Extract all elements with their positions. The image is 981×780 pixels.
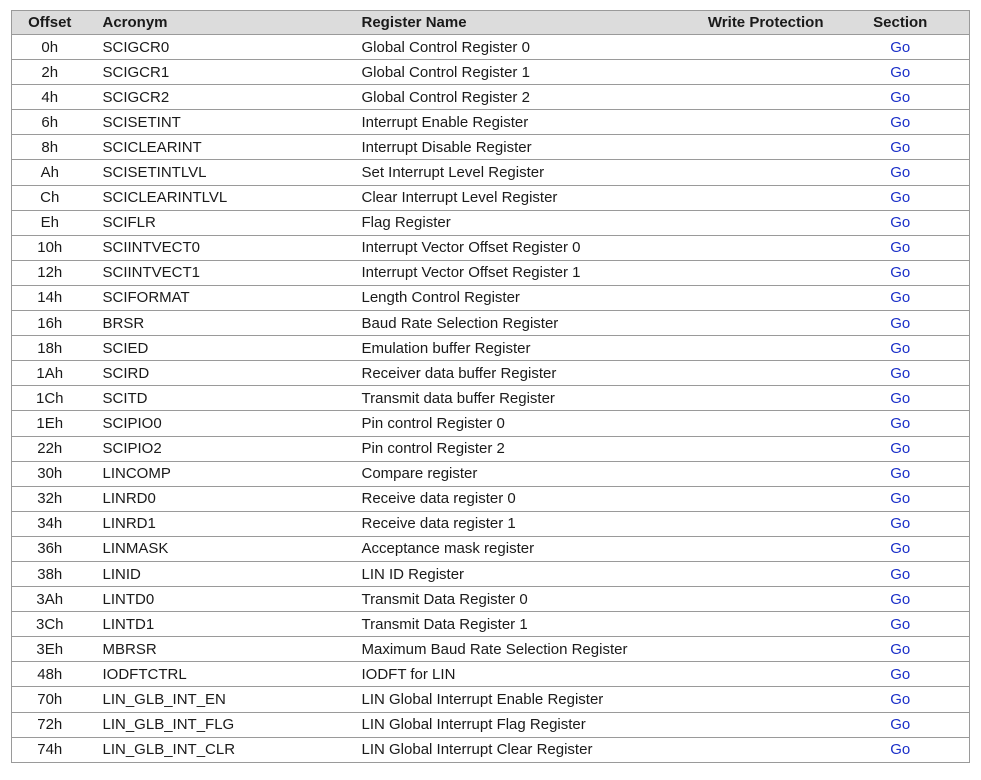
write-protection-cell: [682, 35, 832, 60]
register-name-cell: Transmit Data Register 1: [347, 612, 682, 637]
register-name-cell: Transmit data buffer Register: [347, 386, 682, 411]
section-cell: [832, 110, 970, 135]
section-go-link[interactable]: Go: [890, 389, 911, 407]
table-row: [12, 60, 970, 85]
register-name-cell: Compare register: [347, 461, 682, 486]
section-cell: [832, 60, 970, 85]
table-row: [12, 185, 970, 210]
acronym-cell: SCIGCR0: [88, 35, 347, 60]
table-row: [12, 35, 970, 60]
write-protection-cell: [682, 260, 832, 285]
register-name-cell: Clear Interrupt Level Register: [347, 185, 682, 210]
acronym-cell: LINMASK: [88, 536, 347, 561]
offset-cell: 3Ch: [12, 612, 88, 637]
section-go-link[interactable]: Go: [890, 440, 911, 458]
section-go-link[interactable]: Go: [890, 189, 911, 207]
section-go-link[interactable]: Go: [890, 164, 911, 182]
register-name-cell: LIN Global Interrupt Flag Register: [347, 712, 682, 737]
offset-cell: 72h: [12, 712, 88, 737]
register-name-cell: Receive data register 0: [347, 486, 682, 511]
section-go-link[interactable]: Go: [890, 540, 911, 558]
section-go-link[interactable]: Go: [890, 314, 911, 332]
write-protection-cell: [682, 436, 832, 461]
acronym-cell: SCIPIO2: [88, 436, 347, 461]
offset-cell: 48h: [12, 662, 88, 687]
section-cell: [832, 260, 970, 285]
register-name-cell: Receive data register 1: [347, 511, 682, 536]
table-row: [12, 135, 970, 160]
register-map-table: [11, 10, 970, 763]
table-row: [12, 311, 970, 336]
acronym-cell: SCITD: [88, 386, 347, 411]
section-cell: [832, 235, 970, 260]
register-name-cell: IODFT for LIN: [347, 662, 682, 687]
write-protection-cell: [682, 285, 832, 310]
table-row: [12, 712, 970, 737]
section-go-link[interactable]: Go: [890, 289, 911, 307]
table-row: [12, 687, 970, 712]
register-name-cell: Interrupt Vector Offset Register 1: [347, 260, 682, 285]
offset-cell: 3Eh: [12, 637, 88, 662]
table-row: [12, 587, 970, 612]
write-protection-cell: [682, 561, 832, 586]
section-go-link[interactable]: Go: [890, 615, 911, 633]
section-go-link[interactable]: Go: [890, 264, 911, 282]
section-cell: [832, 461, 970, 486]
offset-cell: Ch: [12, 185, 88, 210]
register-name-cell: Global Control Register 0: [347, 35, 682, 60]
register-name-cell: Global Control Register 1: [347, 60, 682, 85]
acronym-cell: SCICLEARINTLVL: [88, 185, 347, 210]
table-row: [12, 461, 970, 486]
offset-cell: Ah: [12, 160, 88, 185]
offset-cell: 0h: [12, 35, 88, 60]
write-protection-cell: [682, 687, 832, 712]
acronym-cell: LINTD1: [88, 612, 347, 637]
write-protection-cell: [682, 311, 832, 336]
section-cell: [832, 637, 970, 662]
section-go-link[interactable]: Go: [890, 465, 911, 483]
register-name-cell: Pin control Register 2: [347, 436, 682, 461]
offset-cell: 22h: [12, 436, 88, 461]
section-go-link[interactable]: Go: [890, 88, 911, 106]
register-name-cell: LIN Global Interrupt Clear Register: [347, 737, 682, 762]
section-cell: [832, 486, 970, 511]
section-go-link[interactable]: Go: [890, 590, 911, 608]
offset-cell: 70h: [12, 687, 88, 712]
acronym-cell: SCICLEARINT: [88, 135, 347, 160]
write-protection-cell: [682, 60, 832, 85]
register-name-cell: Length Control Register: [347, 285, 682, 310]
section-go-link[interactable]: Go: [890, 490, 911, 508]
section-cell: [832, 35, 970, 60]
table-row: [12, 411, 970, 436]
section-cell: [832, 85, 970, 110]
write-protection-cell: [682, 110, 832, 135]
write-protection-cell: [682, 511, 832, 536]
header-row: [12, 11, 970, 35]
register-name-cell: Interrupt Vector Offset Register 0: [347, 235, 682, 260]
write-protection-cell: [682, 85, 832, 110]
register-name-cell: LIN Global Interrupt Enable Register: [347, 687, 682, 712]
table-header: [12, 11, 970, 35]
table-row: [12, 235, 970, 260]
section-go-link[interactable]: Go: [890, 63, 911, 81]
section-cell: [832, 612, 970, 637]
register-name-cell: Acceptance mask register: [347, 536, 682, 561]
offset-cell: 1Ah: [12, 361, 88, 386]
section-cell: [832, 411, 970, 436]
section-cell: [832, 285, 970, 310]
section-go-link[interactable]: Go: [890, 690, 911, 708]
section-cell: [832, 361, 970, 386]
table-row: [12, 260, 970, 285]
acronym-cell: LIN_GLB_INT_CLR: [88, 737, 347, 762]
register-name-cell: Global Control Register 2: [347, 85, 682, 110]
acronym-cell: SCIED: [88, 336, 347, 361]
header-register-name: Register Name: [347, 11, 682, 35]
offset-cell: 14h: [12, 285, 88, 310]
write-protection-cell: [682, 536, 832, 561]
section-cell: [832, 687, 970, 712]
write-protection-cell: [682, 712, 832, 737]
offset-cell: 16h: [12, 311, 88, 336]
offset-cell: 1Ch: [12, 386, 88, 411]
acronym-cell: SCISETINT: [88, 110, 347, 135]
acronym-cell: SCIFORMAT: [88, 285, 347, 310]
table-row: [12, 336, 970, 361]
acronym-cell: BRSR: [88, 311, 347, 336]
section-go-link[interactable]: Go: [890, 515, 911, 533]
section-cell: [832, 662, 970, 687]
write-protection-cell: [682, 210, 832, 235]
acronym-cell: LINCOMP: [88, 461, 347, 486]
section-go-link[interactable]: Go: [890, 640, 911, 658]
table-row: [12, 436, 970, 461]
write-protection-cell: [682, 135, 832, 160]
offset-cell: 2h: [12, 60, 88, 85]
section-go-link[interactable]: Go: [890, 339, 911, 357]
header-write-protection: Write Protection: [682, 11, 832, 35]
section-cell: [832, 160, 970, 185]
offset-cell: Eh: [12, 210, 88, 235]
offset-cell: 12h: [12, 260, 88, 285]
acronym-cell: LINID: [88, 561, 347, 586]
table-row: [12, 110, 970, 135]
table-row: [12, 511, 970, 536]
write-protection-cell: [682, 160, 832, 185]
acronym-cell: SCIGCR2: [88, 85, 347, 110]
header-offset: Offset: [12, 11, 88, 35]
offset-cell: 18h: [12, 336, 88, 361]
acronym-cell: SCIPIO0: [88, 411, 347, 436]
section-go-link[interactable]: Go: [890, 565, 911, 583]
register-name-cell: Baud Rate Selection Register: [347, 311, 682, 336]
section-go-link[interactable]: Go: [890, 364, 911, 382]
offset-cell: 38h: [12, 561, 88, 586]
write-protection-cell: [682, 662, 832, 687]
acronym-cell: LINRD0: [88, 486, 347, 511]
acronym-cell: SCIFLR: [88, 210, 347, 235]
write-protection-cell: [682, 587, 832, 612]
acronym-cell: SCIRD: [88, 361, 347, 386]
write-protection-cell: [682, 737, 832, 762]
section-cell: [832, 561, 970, 586]
table-row: [12, 285, 970, 310]
table-row: [12, 160, 970, 185]
section-cell: [832, 185, 970, 210]
table-row: [12, 561, 970, 586]
table-row: [12, 85, 970, 110]
write-protection-cell: [682, 235, 832, 260]
table-body: [12, 35, 970, 763]
register-map-table-container: [11, 10, 969, 763]
offset-cell: 10h: [12, 235, 88, 260]
section-go-link[interactable]: Go: [890, 741, 911, 759]
register-name-cell: Interrupt Disable Register: [347, 135, 682, 160]
register-name-cell: Emulation buffer Register: [347, 336, 682, 361]
offset-cell: 4h: [12, 85, 88, 110]
table-row: [12, 486, 970, 511]
section-go-link[interactable]: Go: [890, 239, 911, 257]
register-name-cell: Transmit Data Register 0: [347, 587, 682, 612]
table-row: [12, 737, 970, 762]
section-cell: [832, 737, 970, 762]
write-protection-cell: [682, 185, 832, 210]
offset-cell: 6h: [12, 110, 88, 135]
acronym-cell: LIN_GLB_INT_EN: [88, 687, 347, 712]
acronym-cell: LIN_GLB_INT_FLG: [88, 712, 347, 737]
section-go-link[interactable]: Go: [890, 38, 911, 56]
table-row: [12, 662, 970, 687]
offset-cell: 30h: [12, 461, 88, 486]
offset-cell: 1Eh: [12, 411, 88, 436]
register-name-cell: Interrupt Enable Register: [347, 110, 682, 135]
offset-cell: 36h: [12, 536, 88, 561]
offset-cell: 74h: [12, 737, 88, 762]
write-protection-cell: [682, 386, 832, 411]
register-name-cell: Receiver data buffer Register: [347, 361, 682, 386]
register-name-cell: Maximum Baud Rate Selection Register: [347, 637, 682, 662]
write-protection-cell: [682, 461, 832, 486]
write-protection-cell: [682, 336, 832, 361]
section-cell: [832, 436, 970, 461]
section-cell: [832, 311, 970, 336]
section-cell: [832, 135, 970, 160]
write-protection-cell: [682, 612, 832, 637]
write-protection-cell: [682, 361, 832, 386]
table-row: [12, 361, 970, 386]
section-go-link[interactable]: Go: [890, 214, 911, 232]
section-cell: [832, 712, 970, 737]
acronym-cell: MBRSR: [88, 637, 347, 662]
section-cell: [832, 587, 970, 612]
acronym-cell: SCISETINTLVL: [88, 160, 347, 185]
write-protection-cell: [682, 411, 832, 436]
acronym-cell: IODFTCTRL: [88, 662, 347, 687]
header-section: Section: [832, 11, 970, 35]
table-row: [12, 536, 970, 561]
acronym-cell: SCIINTVECT0: [88, 235, 347, 260]
offset-cell: 3Ah: [12, 587, 88, 612]
table-row: [12, 637, 970, 662]
register-name-cell: Pin control Register 0: [347, 411, 682, 436]
offset-cell: 34h: [12, 511, 88, 536]
register-name-cell: Set Interrupt Level Register: [347, 160, 682, 185]
section-go-link[interactable]: Go: [890, 414, 911, 432]
section-go-link[interactable]: Go: [890, 138, 911, 156]
write-protection-cell: [682, 486, 832, 511]
acronym-cell: SCIGCR1: [88, 60, 347, 85]
section-cell: [832, 511, 970, 536]
offset-cell: 8h: [12, 135, 88, 160]
section-go-link[interactable]: Go: [890, 716, 911, 734]
acronym-cell: LINRD1: [88, 511, 347, 536]
table-row: [12, 210, 970, 235]
section-cell: [832, 536, 970, 561]
acronym-cell: LINTD0: [88, 587, 347, 612]
acronym-cell: SCIINTVECT1: [88, 260, 347, 285]
table-row: [12, 612, 970, 637]
register-name-cell: LIN ID Register: [347, 561, 682, 586]
section-go-link[interactable]: Go: [890, 665, 911, 683]
register-name-cell: Flag Register: [347, 210, 682, 235]
section-cell: [832, 386, 970, 411]
header-acronym: Acronym: [88, 11, 347, 35]
section-cell: [832, 336, 970, 361]
table-row: [12, 386, 970, 411]
section-cell: [832, 210, 970, 235]
write-protection-cell: [682, 637, 832, 662]
offset-cell: 32h: [12, 486, 88, 511]
section-go-link[interactable]: Go: [890, 113, 911, 131]
